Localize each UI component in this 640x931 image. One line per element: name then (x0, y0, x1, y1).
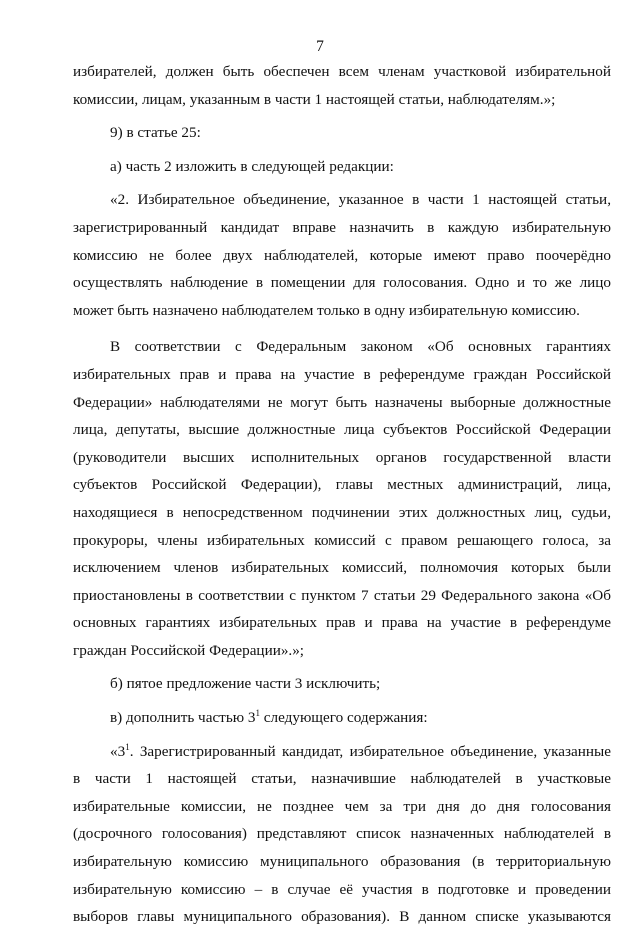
text-line: в части 1 настоящей статьи, назначившие наблюдателей в участковые (73, 770, 611, 788)
text-line: приостановлены в соответствии с пунктом 7 статьи 29 Федерального закона «Об (73, 586, 611, 604)
text-line: (руководители высших исполнительных органов государственной власти (73, 448, 611, 466)
list-item-heading: 9) в статье 25: (110, 124, 201, 142)
text-line: избирательных прав и права на участие в референдуме граждан Российской (73, 365, 611, 383)
text-line: исключением членов избирательных комиссий, полномочия которых были (73, 559, 611, 577)
page-number: 7 (316, 38, 324, 55)
text-fragment: . Зарегистрированный кандидат, избирательное объединение, указанные (129, 742, 611, 760)
text-line: (досрочного голосования) представляют список назначенных наблюдателей в (73, 825, 611, 843)
text-line: избирательную комиссию – в случае её участия в подготовке и проведении (73, 880, 611, 898)
text-line (73, 738, 611, 766)
text-line: комиссии, лицам, указанным в части 1 настоящей статьи, наблюдателям.»; (73, 90, 556, 108)
text-fragment: в) дополнить частью 3 (110, 709, 256, 727)
superscript: 1 (125, 741, 130, 752)
text-line: осуществлять наблюдение в помещении для голосования. Одно и то же лицо (73, 274, 611, 292)
text-fragment: «3 (110, 742, 126, 760)
text-line: прокуроры, члены избирательных комиссий с правом решающего голоса, за (73, 531, 611, 549)
list-item-heading (73, 704, 611, 732)
text-line: «2. Избирательное объединение, указанное в части 1 настоящей статьи, (110, 191, 611, 209)
document-body (73, 58, 611, 931)
text-line: избирателей, должен быть обеспечен всем членам участковой избирательной (73, 63, 611, 80)
text-fragment: следующего содержания: (259, 709, 428, 727)
text-line: избирательную комиссию муниципального образования (в территориальную (73, 853, 611, 871)
text-line: выборов главы муниципального образования). В данном списке указываются (73, 908, 611, 926)
text-line: находящиеся в непосредственном подчинении этих должностных лиц, судьи, (73, 503, 611, 521)
text-line: граждан Российской Федерации».»; (73, 641, 305, 659)
text-line: В соответствии с Федеральным законом «Об основных гарантиях (110, 338, 611, 356)
superscript: 1 (255, 708, 260, 719)
text-line: зарегистрированный кандидат вправе назначить в каждую избирательную (73, 218, 611, 236)
text-line: может быть назначено наблюдателем только в одну избирательную комиссию. (73, 301, 580, 319)
list-item-heading: б) пятое предложение части 3 исключить; (110, 675, 381, 693)
text-line: Федерации» наблюдателями не могут быть назначены выборные должностные (73, 393, 611, 411)
text-line: избирательные комиссии, не позднее чем за три дня до дня голосования (73, 797, 611, 815)
text-line: субъектов Российской Федерации), главы местных администраций, лица, (73, 476, 611, 494)
text-line: комиссию не более двух наблюдателей, которые имеют право поочерёдно (73, 246, 611, 264)
text-line: основных гарантиях избирательных прав и права на участие в референдуме (73, 614, 611, 632)
text-line: лица, депутаты, высшие должностные лица субъектов Российской Федерации (73, 421, 611, 439)
list-item-heading: а) часть 2 изложить в следующей редакции: (110, 157, 394, 175)
